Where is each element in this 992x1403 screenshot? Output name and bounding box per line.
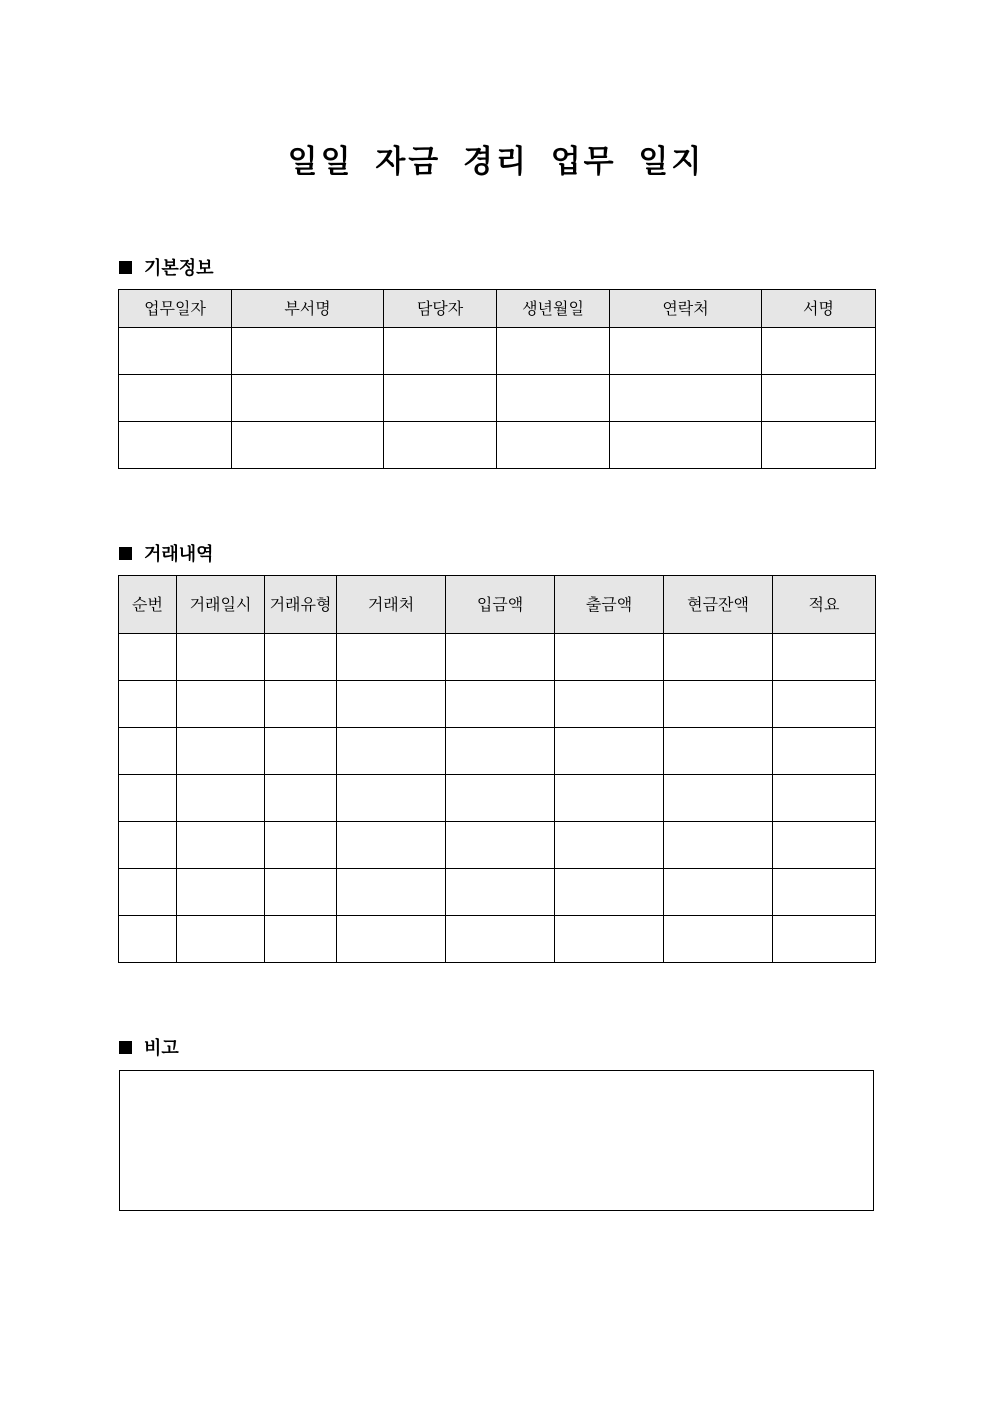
table-cell[interactable]: [555, 634, 664, 681]
table-header-row: [119, 290, 876, 328]
table-cell[interactable]: [773, 728, 876, 775]
table-cell[interactable]: [446, 728, 555, 775]
table-cell[interactable]: [119, 728, 177, 775]
table-cell[interactable]: [773, 869, 876, 916]
table-cell[interactable]: [610, 375, 762, 422]
table-cell[interactable]: [265, 916, 337, 963]
table-cell[interactable]: [773, 775, 876, 822]
table-cell[interactable]: [177, 916, 265, 963]
col-header-transaction-type: 거래유형: [265, 576, 337, 634]
remarks-box[interactable]: [119, 1070, 874, 1211]
table-cell[interactable]: [119, 822, 177, 869]
table-cell[interactable]: [446, 822, 555, 869]
col-header-signature: 서명: [762, 290, 876, 328]
table-cell[interactable]: [446, 775, 555, 822]
table-cell[interactable]: [337, 681, 446, 728]
table-header-row: [119, 576, 876, 634]
table-cell[interactable]: [119, 869, 177, 916]
table-cell[interactable]: [119, 775, 177, 822]
table-cell[interactable]: [773, 634, 876, 681]
col-header-transaction-datetime: 거래일시: [177, 576, 265, 634]
table-cell[interactable]: [497, 375, 610, 422]
col-header-counterparty: 거래처: [337, 576, 446, 634]
table-cell[interactable]: [232, 328, 384, 375]
table-cell[interactable]: [610, 422, 762, 469]
table-cell[interactable]: [265, 634, 337, 681]
table-cell[interactable]: [337, 822, 446, 869]
table-cell[interactable]: [177, 869, 265, 916]
col-header-cash-balance: 현금잔액: [664, 576, 773, 634]
table-cell[interactable]: [384, 375, 497, 422]
col-header-memo: 적요: [773, 576, 876, 634]
table-cell[interactable]: [555, 681, 664, 728]
table-cell[interactable]: [384, 422, 497, 469]
table-cell[interactable]: [773, 916, 876, 963]
basic-info-heading-label: 기본정보: [144, 258, 214, 279]
table-cell[interactable]: [265, 822, 337, 869]
table-cell[interactable]: [177, 775, 265, 822]
table-cell[interactable]: [762, 422, 876, 469]
col-header-withdrawal-amount: 출금액: [555, 576, 664, 634]
table-cell[interactable]: [497, 328, 610, 375]
table-cell[interactable]: [119, 681, 177, 728]
table-cell[interactable]: [232, 422, 384, 469]
table-cell[interactable]: [337, 728, 446, 775]
table-cell[interactable]: [773, 822, 876, 869]
table-cell[interactable]: [265, 869, 337, 916]
table-cell[interactable]: [664, 916, 773, 963]
col-header-deposit-amount: 입금액: [446, 576, 555, 634]
table-cell[interactable]: [664, 728, 773, 775]
table-cell[interactable]: [265, 775, 337, 822]
table-row: [119, 869, 876, 916]
table-cell[interactable]: [664, 822, 773, 869]
table-cell[interactable]: [337, 916, 446, 963]
table-cell[interactable]: [119, 422, 232, 469]
table-row: [119, 775, 876, 822]
table-cell[interactable]: [555, 916, 664, 963]
table-cell[interactable]: [337, 775, 446, 822]
col-header-birth-date: 생년월일: [497, 290, 610, 328]
table-cell[interactable]: [119, 634, 177, 681]
table-cell[interactable]: [446, 681, 555, 728]
table-cell[interactable]: [555, 822, 664, 869]
table-cell[interactable]: [119, 916, 177, 963]
table-cell[interactable]: [177, 681, 265, 728]
table-row: [119, 422, 876, 469]
table-cell[interactable]: [265, 728, 337, 775]
table-row: [119, 634, 876, 681]
table-cell[interactable]: [446, 916, 555, 963]
square-bullet-icon: [119, 547, 132, 560]
table-cell[interactable]: [555, 775, 664, 822]
table-row: [119, 822, 876, 869]
col-header-seq-no: 순번: [119, 576, 177, 634]
table-cell[interactable]: [232, 375, 384, 422]
transactions-heading: [119, 540, 214, 566]
remarks-heading-label: 비고: [144, 1038, 179, 1059]
table-cell[interactable]: [265, 681, 337, 728]
basic-info-table: [118, 289, 876, 469]
col-header-department: 부서명: [232, 290, 384, 328]
table-cell[interactable]: [446, 634, 555, 681]
table-cell[interactable]: [664, 634, 773, 681]
basic-info-heading: [119, 254, 214, 280]
table-cell[interactable]: [664, 775, 773, 822]
table-row: [119, 375, 876, 422]
table-cell[interactable]: [664, 681, 773, 728]
col-header-work-date: 업무일자: [119, 290, 232, 328]
remarks-heading: [119, 1034, 179, 1060]
table-row: [119, 916, 876, 963]
table-cell[interactable]: [119, 328, 232, 375]
table-cell[interactable]: [762, 375, 876, 422]
table-cell[interactable]: [119, 375, 232, 422]
table-cell[interactable]: [610, 328, 762, 375]
square-bullet-icon: [119, 261, 132, 274]
table-row: [119, 681, 876, 728]
table-cell[interactable]: [337, 869, 446, 916]
table-cell[interactable]: [555, 869, 664, 916]
col-header-person-in-charge: 담당자: [384, 290, 497, 328]
table-cell[interactable]: [762, 328, 876, 375]
table-cell[interactable]: [555, 728, 664, 775]
square-bullet-icon: [119, 1041, 132, 1054]
table-row: [119, 728, 876, 775]
table-cell[interactable]: [664, 869, 773, 916]
table-cell[interactable]: [177, 634, 265, 681]
table-cell[interactable]: [177, 728, 265, 775]
table-row: [119, 328, 876, 375]
transactions-table: [118, 575, 876, 963]
table-cell[interactable]: [384, 328, 497, 375]
page-title: 일일 자금 경리 업무 일지: [287, 144, 705, 180]
table-cell[interactable]: [446, 869, 555, 916]
transactions-heading-label: 거래내역: [144, 544, 214, 565]
table-cell[interactable]: [177, 822, 265, 869]
table-cell[interactable]: [497, 422, 610, 469]
table-cell[interactable]: [773, 681, 876, 728]
col-header-contact: 연락처: [610, 290, 762, 328]
table-cell[interactable]: [337, 634, 446, 681]
